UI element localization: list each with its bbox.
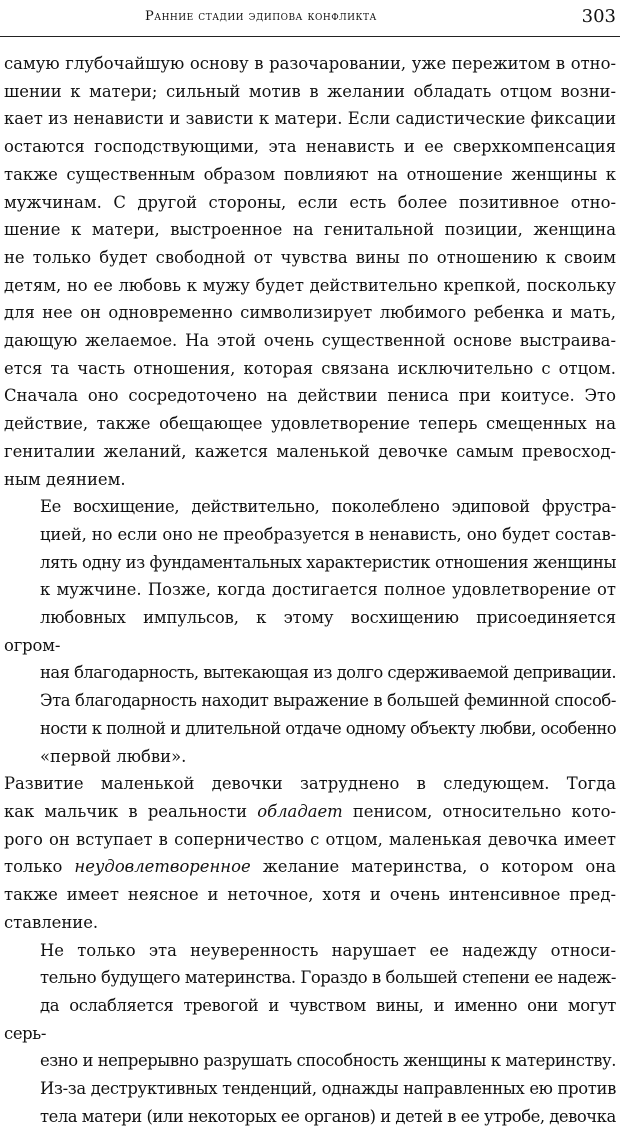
text-line	[4, 909, 616, 937]
text-line	[4, 1075, 616, 1103]
text-run: детям, но ее любовь к мужу будет действительно крепкой, поскольку	[4, 276, 616, 295]
text-line	[4, 743, 616, 771]
text-line	[4, 410, 616, 438]
text-line	[4, 1103, 616, 1130]
text-run: только	[4, 857, 74, 876]
text-line	[4, 327, 616, 355]
text-line	[4, 78, 616, 106]
text-run: мужчинам. С другой стороны, если есть более позитивное отно-	[4, 193, 616, 212]
text-run: как мальчик в реальности	[4, 802, 257, 821]
text-line	[4, 438, 616, 466]
page-number: 303	[582, 6, 616, 27]
text-line	[4, 133, 616, 161]
text-run: любовных импульсов, к этому восхищению присоединяется огром-	[4, 608, 616, 655]
text-line	[4, 244, 616, 272]
text-run: шении к матери; сильный мотив в желании обладать отцом возни-	[4, 82, 616, 101]
text-run: лять одну из фундаментальных характеристик отношения женщины	[40, 553, 616, 572]
text-line	[4, 604, 616, 659]
text-run: самую глубочайшую основу в разочаровании, уже пережитом в отно-	[4, 54, 616, 73]
text-line	[4, 659, 616, 687]
paragraph	[4, 493, 616, 770]
paragraph	[4, 50, 616, 493]
paragraph	[4, 937, 616, 1130]
text-line	[4, 881, 616, 909]
text-run: не только будет свободной от чувства вины по отношению к своим	[4, 248, 616, 267]
text-line	[4, 770, 616, 798]
text-run: Ее восхищение, действительно, поколеблено эдиповой фрустра-	[40, 497, 616, 516]
text-run: ная благодарность, вытекающая из долго сдерживаемой депривации.	[40, 663, 616, 682]
text-run: ется та часть отношения, которая связана исключительно с отцом.	[4, 359, 616, 378]
text-run: действие, также обещающее удовлетворение теперь смещенных на	[4, 414, 616, 433]
text-line	[4, 549, 616, 577]
text-line	[4, 853, 616, 881]
text-run: тела матери (или некоторых ее органов) и детей в ее утробе, девочка	[40, 1107, 616, 1126]
paragraph	[4, 770, 616, 936]
emphasis-text: неудовлетворенное	[74, 857, 250, 876]
text-line	[4, 687, 616, 715]
running-header	[0, 6, 620, 37]
body-text	[4, 50, 616, 1130]
text-run: также существенным образом повлияют на отношение женщины к	[4, 165, 616, 184]
text-line	[4, 493, 616, 521]
text-line	[4, 105, 616, 133]
text-line	[4, 189, 616, 217]
text-run: кает из ненависти и зависти к матери. Если садистические фиксации	[4, 109, 616, 128]
text-run: гениталии желаний, кажется маленькой девочке самым превосход-	[4, 442, 616, 461]
text-run: «первой любви».	[40, 747, 186, 766]
text-run: цией, но если оно не преобразуется в ненависть, оно будет состав-	[40, 525, 616, 544]
text-line	[4, 576, 616, 604]
text-run: для нее он одновременно символизирует любимого ребенка и мать,	[4, 303, 616, 322]
text-run: дающую желаемое. На этой очень существенной основе выстраива-	[4, 331, 616, 350]
text-run: да ослабляется тревогой и чувством вины, и именно они могут серь-	[4, 996, 616, 1043]
text-line	[4, 521, 616, 549]
text-line	[4, 161, 616, 189]
text-run: желание материнства, о котором она	[251, 857, 616, 876]
text-run: Не только эта неуверенность нарушает ее надежду относи-	[40, 941, 616, 960]
text-run: ным деянием.	[4, 470, 126, 489]
text-line	[4, 299, 616, 327]
text-run: Из-за деструктивных тенденций, однажды направленных ею против	[40, 1079, 616, 1098]
text-run: ности к полной и длительной отдаче одному объекту любви, особенно	[40, 719, 616, 738]
text-line	[4, 826, 616, 854]
text-line	[4, 937, 616, 965]
text-line	[4, 715, 616, 743]
text-run: пенисом, относительно кото-	[343, 802, 616, 821]
text-line	[4, 272, 616, 300]
text-line	[4, 216, 616, 244]
text-run: ставление.	[4, 913, 98, 932]
text-line	[4, 992, 616, 1047]
text-line	[4, 382, 616, 410]
text-run: шение к матери, выстроенное на генитальной позиции, женщина	[4, 220, 616, 239]
text-line	[4, 798, 616, 826]
text-run: к мужчине. Позже, когда достигается полное удовлетворение от	[40, 580, 616, 599]
text-line	[4, 355, 616, 383]
emphasis-text: обладает	[257, 802, 342, 821]
text-line	[4, 466, 616, 494]
text-line	[4, 50, 616, 78]
text-run: Развитие маленькой девочки затруднено в следующем. Тогда	[4, 774, 616, 793]
text-run: Сначала оно сосредоточено на действии пениса при коитусе. Это	[4, 386, 616, 405]
text-run: езно и непрерывно разрушать способность женщины к материнству.	[40, 1051, 616, 1070]
text-run: Эта благодарность находит выражение в большей феминной способ-	[40, 691, 616, 710]
running-title: Ранние стадии эдипова конфликта	[145, 9, 377, 24]
text-line	[4, 964, 616, 992]
text-run: рого он вступает в соперничество с отцом, маленькая девочка имеет	[4, 830, 616, 849]
text-run: также имеет неясное и неточное, хотя и очень интенсивное пред-	[4, 885, 616, 904]
text-line	[4, 1047, 616, 1075]
text-run: тельно будущего материнства. Гораздо в большей степени ее надеж-	[40, 968, 616, 987]
text-run: остаются господствующими, эта ненависть и ее сверхкомпенсация	[4, 137, 616, 156]
